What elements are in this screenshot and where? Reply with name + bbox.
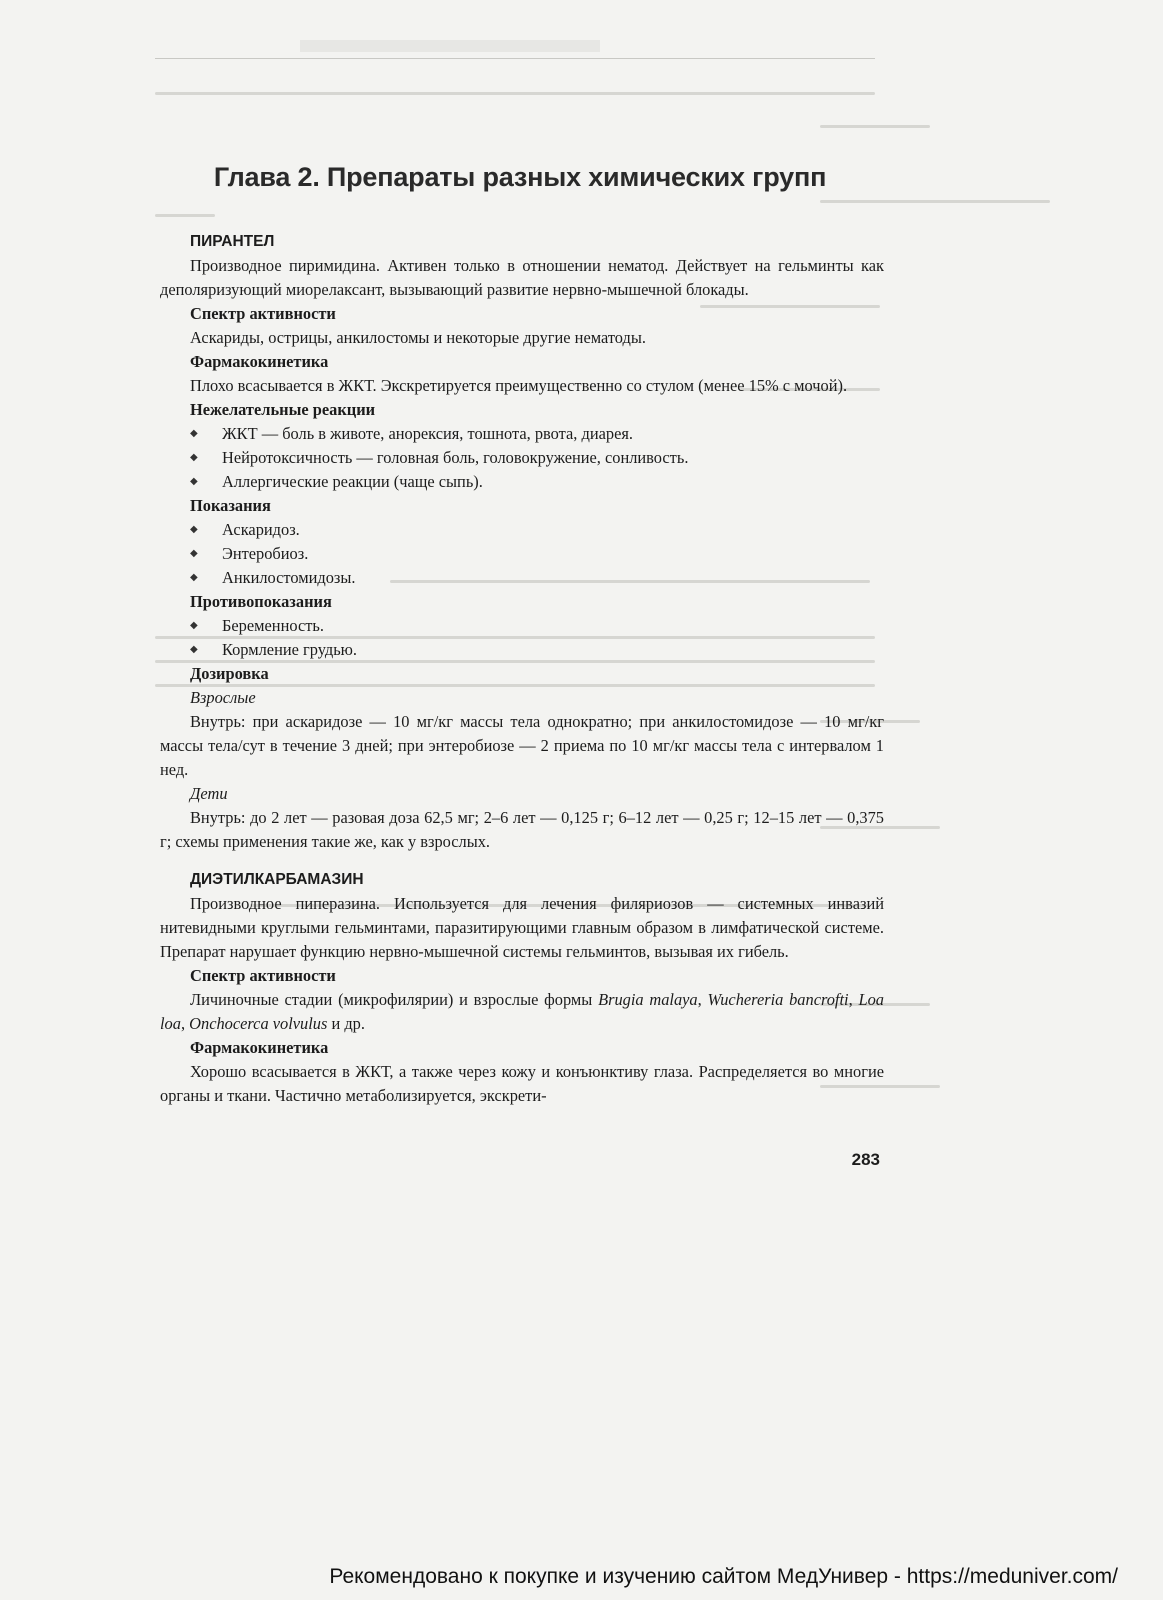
dosage-children-text: Внутрь: до 2 лет — разовая доза 62,5 мг; 2–6 лет — 0,125 г; 6–12 лет — 0,25 г; 12–15 лет — 0,375 г; схемы применения такие же, как у взрослых. <box>160 808 884 851</box>
separator: , <box>697 990 708 1009</box>
list-item: ◆ Кормление грудью. <box>190 638 884 662</box>
list-item: ◆ Аллергические реакции (чаще сыпь). <box>190 470 884 494</box>
subheading-adverse-reactions: Нежелательные реакции <box>190 400 376 419</box>
drug-intro: Производное пиперазина. Используется для лечения филяриозов — системных инвазий нитевидными круглыми гельминтами, паразитирующими главным образом в лимфатической системе. Препарат нарушает функцию нервно-мышечной системы гельминтов, вызывая их гибель. <box>160 894 884 961</box>
spectrum-text: Аскариды, острицы, анкилостомы и некоторые другие нематоды. <box>190 328 646 347</box>
dosage-children-label: Дети <box>190 784 228 803</box>
bleed-through-header <box>300 40 600 52</box>
subheading-indications: Показания <box>190 496 271 515</box>
subheading-pharmacokinetics: Фармакокинетика <box>190 1038 329 1057</box>
page-number: 283 <box>851 1150 880 1169</box>
list-item: ◆ Аскаридоз. <box>190 518 884 542</box>
list-item: ◆ Нейротоксичность — головная боль, головокружение, сонливость. <box>190 446 884 470</box>
list-item: ◆ Анкилостомидозы. <box>190 566 884 590</box>
separator: , <box>180 1014 190 1033</box>
list-item: ◆ Энтеробиоз. <box>190 542 884 566</box>
list-item: ◆ Беременность. <box>190 614 884 638</box>
subheading-dosage: Дозировка <box>190 664 269 683</box>
indications-list <box>160 518 884 590</box>
bleed-through-line <box>155 214 215 217</box>
species-name: Brugia malaya <box>598 990 698 1009</box>
subheading-spectrum: Спектр активности <box>190 304 336 323</box>
adverse-reactions-list <box>160 422 884 494</box>
spectrum-text-end: и др. <box>327 1014 365 1033</box>
chapter-title: Глава 2. Препараты разных химических групп <box>213 162 827 192</box>
species-name: Wuchereria bancrofti <box>707 990 849 1009</box>
separator: , <box>848 990 859 1009</box>
bleed-through-line <box>820 125 930 128</box>
dosage-adults-label: Взрослые <box>190 688 256 707</box>
species-name: Loa loa <box>160 990 884 1033</box>
subheading-pharmacokinetics: Фармакокинетика <box>190 352 329 371</box>
bleed-through-line <box>820 200 1050 203</box>
drug-intro: Производное пиримидина. Активен только в отношении нематод. Действует на гельминты как деполяризующий миорелаксант, вызывающий развитие нервно-мышечной блокады. <box>160 256 884 299</box>
spectrum-text <box>160 988 884 1036</box>
pharmacokinetics-text: Плохо всасывается в ЖКТ. Экскретируется преимущественно со стулом (менее 15% с мочой). <box>190 376 848 395</box>
contraindications-list <box>160 614 884 662</box>
footer-link[interactable]: https://meduniver.com/ <box>906 1565 1118 1588</box>
drug-heading: ДИЭТИЛКАРБАМАЗИН <box>190 871 364 888</box>
pharmacokinetics-text: Хорошо всасывается в ЖКТ, а также через кожу и конъюнктиву глаза. Распределяется во многие органы и ткани. Частично метаболизируется, экскрети- <box>160 1062 884 1105</box>
header-rule <box>155 58 875 59</box>
list-item: ◆ ЖКТ — боль в животе, анорексия, тошнота, рвота, диарея. <box>190 422 884 446</box>
dosage-adults-text: Внутрь: при аскаридозе — 10 мг/кг массы тела однократно; при анкилостомидозе — 10 мг/кг массы тела/сут в течение 3 дней; при энтеробиозе — 2 приема по 10 мг/кг массы тела с интервалом 1 нед. <box>160 712 884 779</box>
subheading-contraindications: Противопоказания <box>190 592 332 611</box>
spectrum-text-start: Личиночные стадии (микрофилярии) и взрослые формы <box>190 990 599 1009</box>
footer-text: Рекомендовано к покупке и изучению сайтом МедУнивер - <box>329 1565 907 1588</box>
bleed-through-line <box>155 92 875 95</box>
drug-heading: ПИРАНТЕЛ <box>190 233 275 250</box>
species-name: Onchocerca volvulus <box>189 1014 328 1033</box>
drug-section-diethylcarbamazine <box>160 868 884 1108</box>
drug-section-pyrantel <box>160 230 884 854</box>
subheading-spectrum: Спектр активности <box>190 966 336 985</box>
footer-recommendation <box>329 1565 1118 1589</box>
page-content <box>160 228 884 1108</box>
